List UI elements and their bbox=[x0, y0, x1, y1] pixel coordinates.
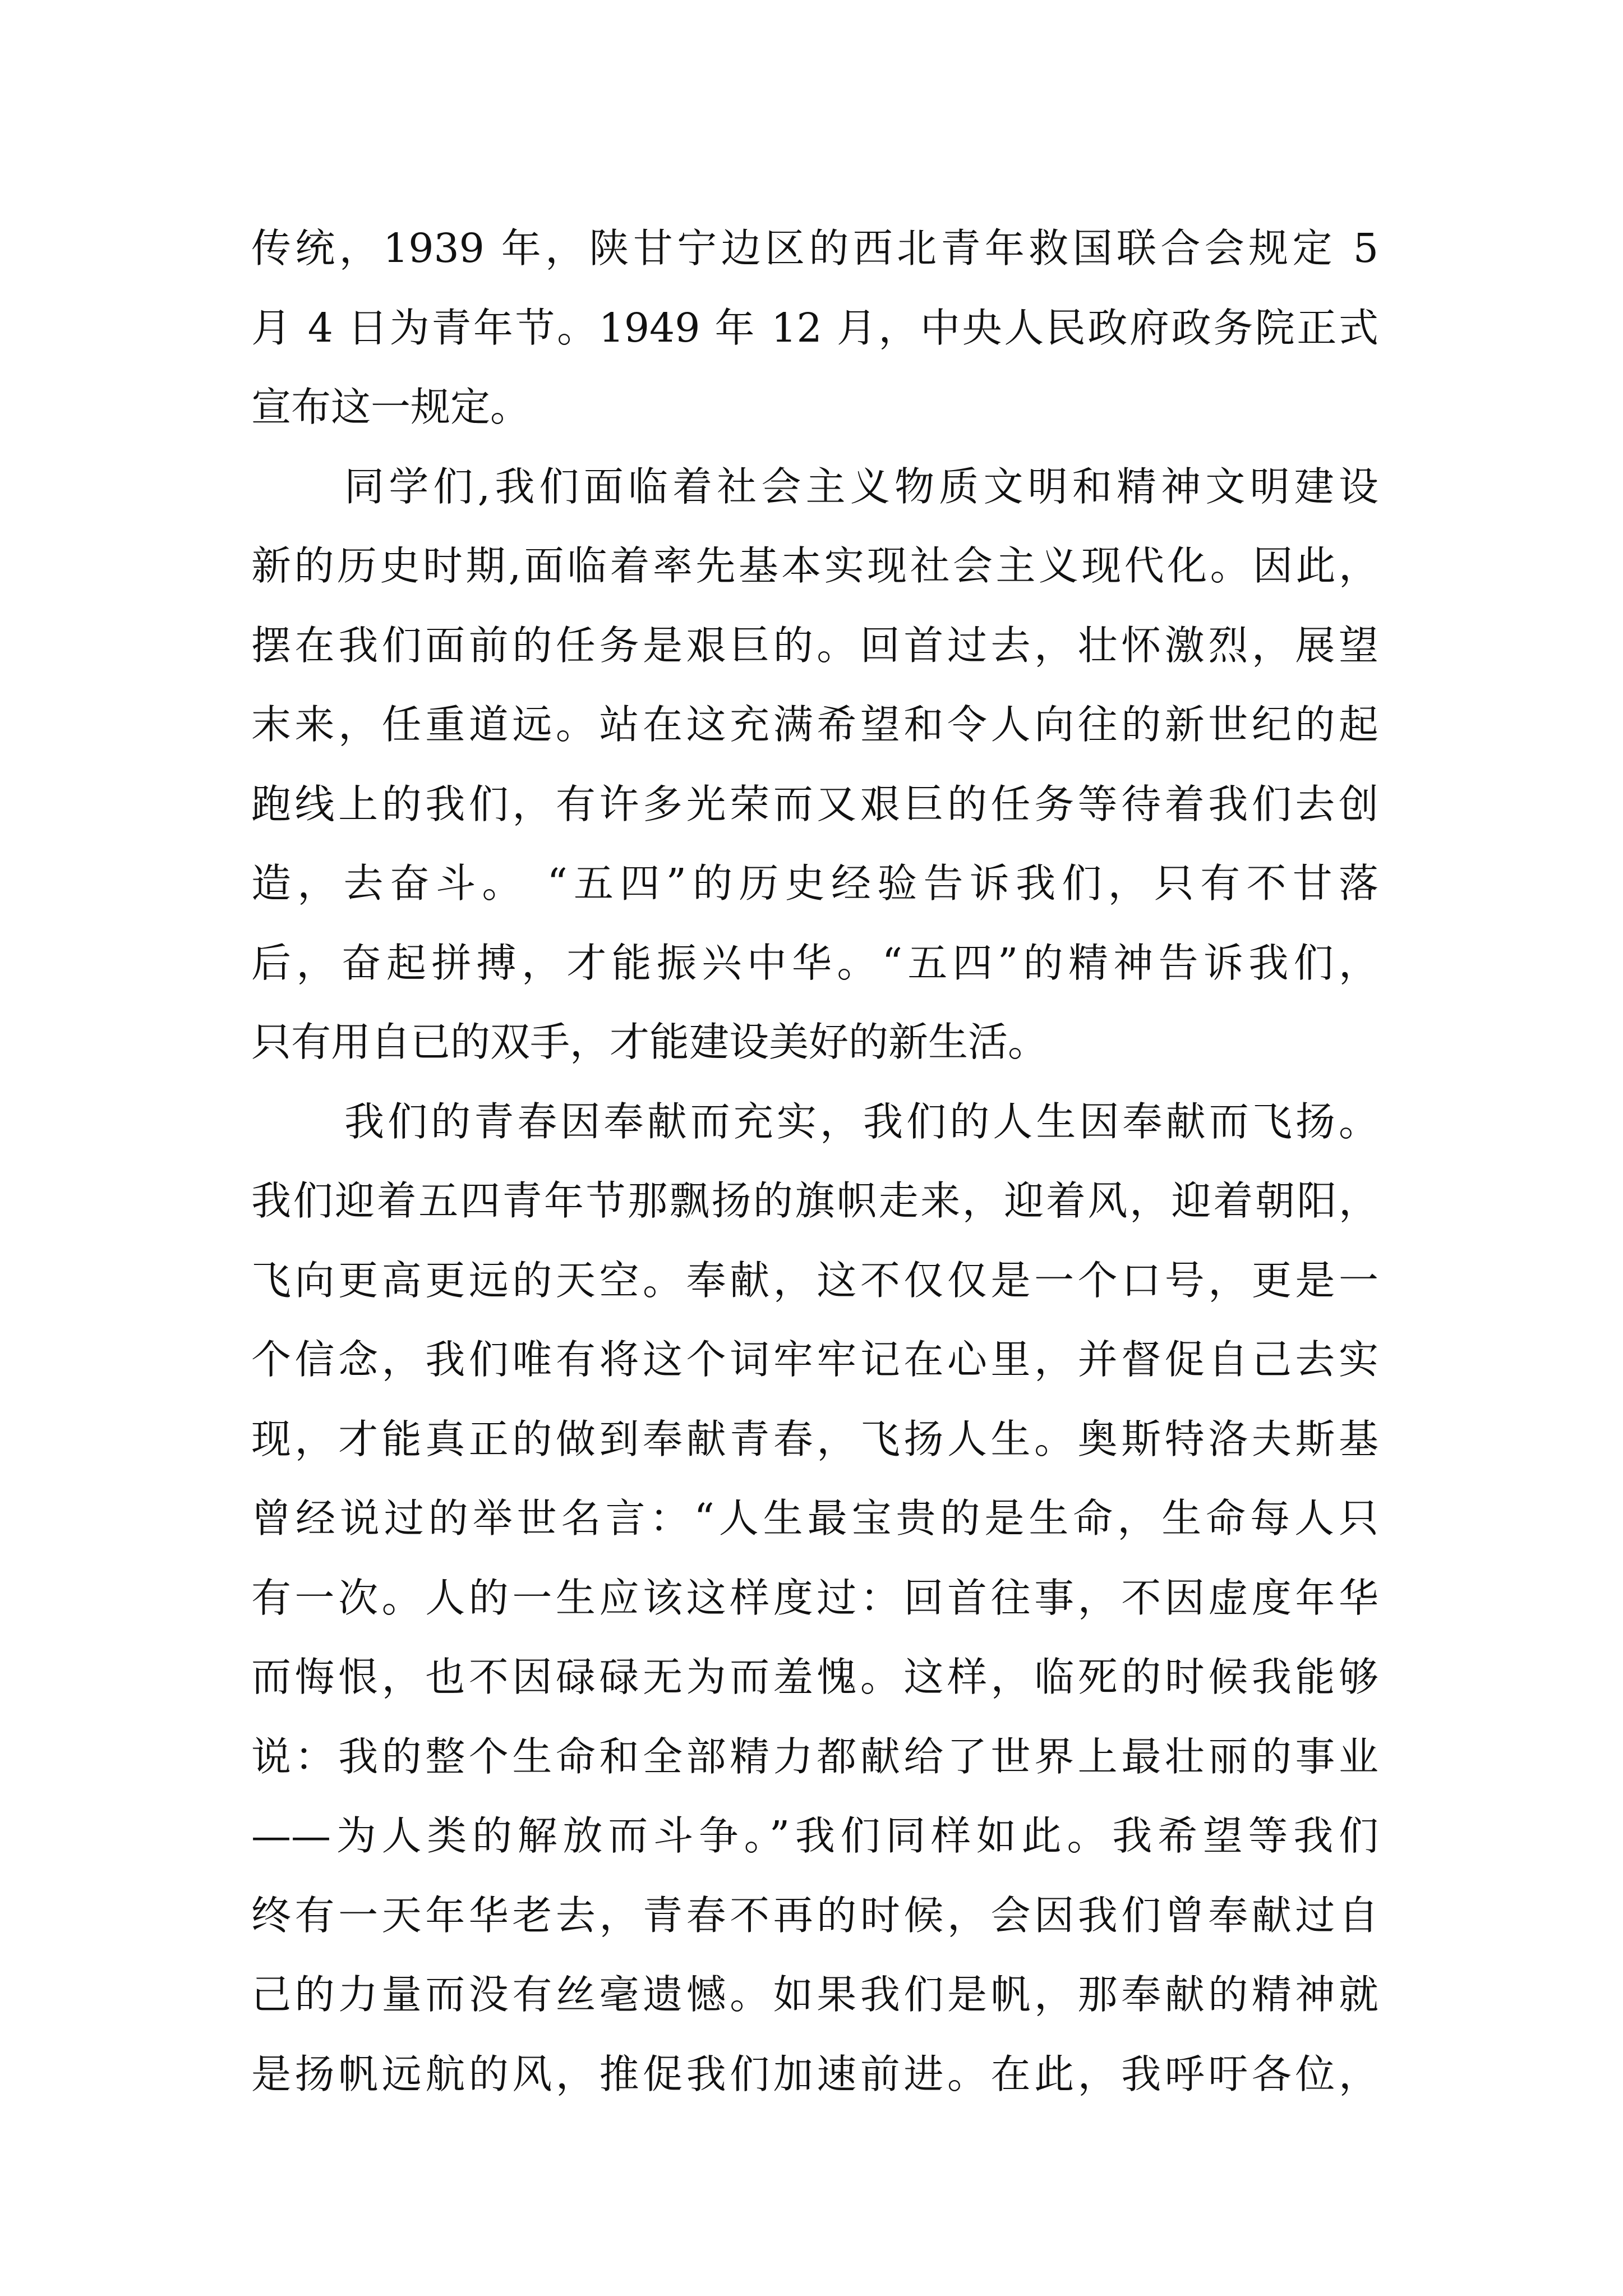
text-line: 我们迎着五四青年节那飘扬的旗帜走来，迎着风，迎着朝阳， bbox=[251, 1177, 1378, 1224]
text-line: 是扬帆远航的风，推促我们加速前进。在此，我呼吁各位， bbox=[251, 2050, 1378, 2097]
text-line: 摆在我们面前的任务是艰巨的。回首过去，壮怀激烈，展望 bbox=[251, 622, 1378, 669]
text-line: 而悔恨，也不因碌碌无为而羞愧。这样，临死的时候我能够 bbox=[251, 1654, 1378, 1700]
text-line: 现，才能真正的做到奉献青春，飞扬人生。奥斯特洛夫斯基 bbox=[251, 1415, 1378, 1462]
text-line: 末来，任重道远。站在这充满希望和令人向往的新世纪的起 bbox=[251, 701, 1378, 748]
text-line: ——为人类的解放而斗争。”我们同样如此。我希望等我们 bbox=[251, 1812, 1378, 1859]
text-line: 只有用自已的双手，才能建设美好的新生活。 bbox=[251, 1019, 1048, 1065]
text-line: 月 4 日为青年节。1949 年 12 月，中央人民政府政务院正式 bbox=[251, 304, 1378, 351]
text-line: 造，去奋斗。 “五四”的历史经验告诉我们，只有不甘落 bbox=[251, 860, 1378, 907]
text-line: 传统，1939 年，陕甘宁边区的西北青年救国联合会规定 5 bbox=[251, 225, 1378, 272]
body-text bbox=[251, 209, 1378, 2114]
text-line: 说：我的整个生命和全部精力都献给了世界上最壮丽的事业 bbox=[251, 1733, 1378, 1780]
text-line: 飞向更高更远的天空。奉献，这不仅仅是一个口号，更是一 bbox=[251, 1257, 1378, 1304]
text-line: 己的力量而没有丝毫遗憾。如果我们是帆，那奉献的精神就 bbox=[251, 1971, 1378, 2018]
text-line: 同学们,我们面临着社会主义物质文明和精神文明建设 bbox=[344, 463, 1378, 510]
text-line: 曾经说过的举世名言：“人生最宝贵的是生命，生命每人只 bbox=[251, 1495, 1378, 1542]
text-line: 后，奋起拼搏，才能振兴中华。“五四”的精神告诉我们， bbox=[251, 939, 1378, 986]
text-line: 终有一天年华老去，青春不再的时候，会因我们曾奉献过自 bbox=[251, 1892, 1378, 1939]
text-line: 新的历史时期,面临着率先基本实现社会主义现代化。因此， bbox=[251, 542, 1378, 589]
text-line: 跑线上的我们，有许多光荣而又艰巨的任务等待着我们去创 bbox=[251, 780, 1378, 827]
text-line: 宣布这一规定。 bbox=[251, 384, 531, 430]
text-line: 个信念，我们唯有将这个词牢牢记在心里，并督促自己去实 bbox=[251, 1336, 1378, 1383]
text-line: 有一次。人的一生应该这样度过：回首往事，不因虚度年华 bbox=[251, 1574, 1378, 1621]
text-line: 我们的青春因奉献而充实，我们的人生因奉献而飞扬。 bbox=[344, 1098, 1378, 1145]
